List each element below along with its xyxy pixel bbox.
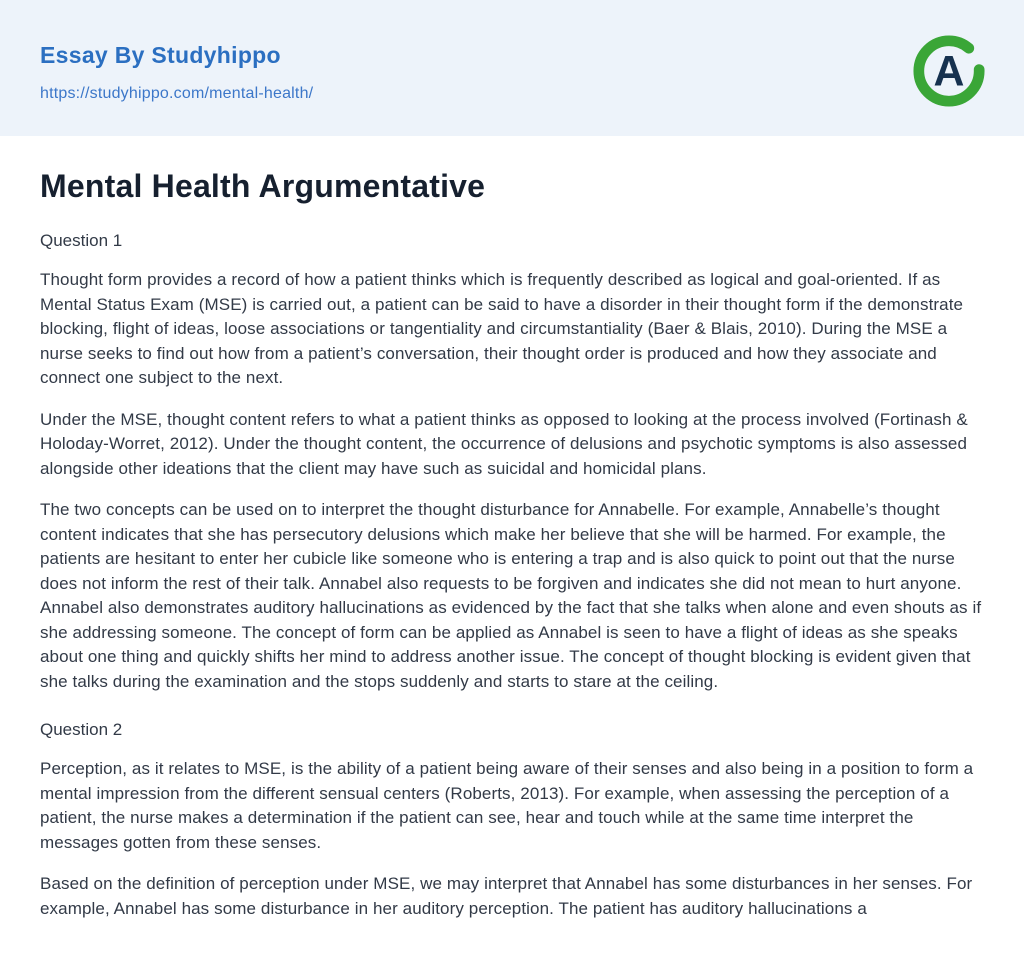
paragraph: Under the MSE, thought content refers to what a patient thinks as opposed to looking at the process involved (Fortinash & Holoday-Worret, 2012). Under the thought content, the occurrence of delusions and psychotic symptoms is also assessed alongside other ideations that the client may have such as suicidal and homicidal plans.	[40, 409, 968, 478]
header-text	[40, 34, 313, 103]
paragraph: Perception, as it relates to MSE, is the ability of a patient being aware of their senses and also being in a position to form a mental impression from the different sensual centers (Roberts, 2013). For example, when assessing the perception of a patient, the nurse makes a determination if the patient can see, hear and touch while at the same time interpret the messages gotten from these senses.	[40, 759, 974, 852]
paragraph: The two concepts can be used on to interpret the thought disturbance for Annabelle. For example, Annabelle’s thought content indicates that she has persecutory delusions which make her believe that she will be harmed. For example, the patients are hesitant to enter her cubicle like someone who is entering a trap and is also quick to point out that the nurse does not inform the rest of their talk. Annabel also requests to be forgiven and indicates she did not mean to hurt anyone. Annabel also demonstrates auditory hallucinations as evidenced by the fact that she talks when alone and even shouts as if she addressing someone. The concept of form can be applied as Annabel is seen to have a flight of ideas as she speaks about one thing and quickly shifts her mind to address another issue. The concept of thought blocking is evident given that she talks during the examination and the stops suddenly and starts to stare at the ceiling.	[40, 500, 982, 691]
page-title: Mental Health Argumentative	[40, 168, 486, 204]
header	[0, 0, 1024, 136]
article	[0, 168, 1024, 921]
paragraph: Thought form provides a record of how a patient thinks which is frequently described as logical and goal-oriented. If as Mental Status Exam (MSE) is carried out, a patient can be said to have a disorder in their thought form if the demonstrate blocking, flight of ideas, loose associations or tangentiality and circumstantiality (Baer & Blais, 2010). During the MSE a nurse seeks to find out how from a patient’s conversation, their thought order is produced and how they associate and connect one subject to the next.	[40, 270, 964, 387]
question-1-label: Question 1	[40, 231, 123, 250]
paragraph: Based on the definition of perception under MSE, we may interpret that Annabel has some disturbances in her senses. For example, Annabel has some disturbance in her auditory perception. The patient has auditory hallucinations a	[40, 874, 973, 918]
byline: Essay By Studyhippo	[40, 42, 281, 68]
studyhippo-logo-icon	[912, 34, 986, 108]
question-2-label: Question 2	[40, 720, 123, 739]
logo-letter: A	[933, 47, 965, 96]
source-url-link[interactable]: https://studyhippo.com/mental-health/	[40, 85, 314, 102]
